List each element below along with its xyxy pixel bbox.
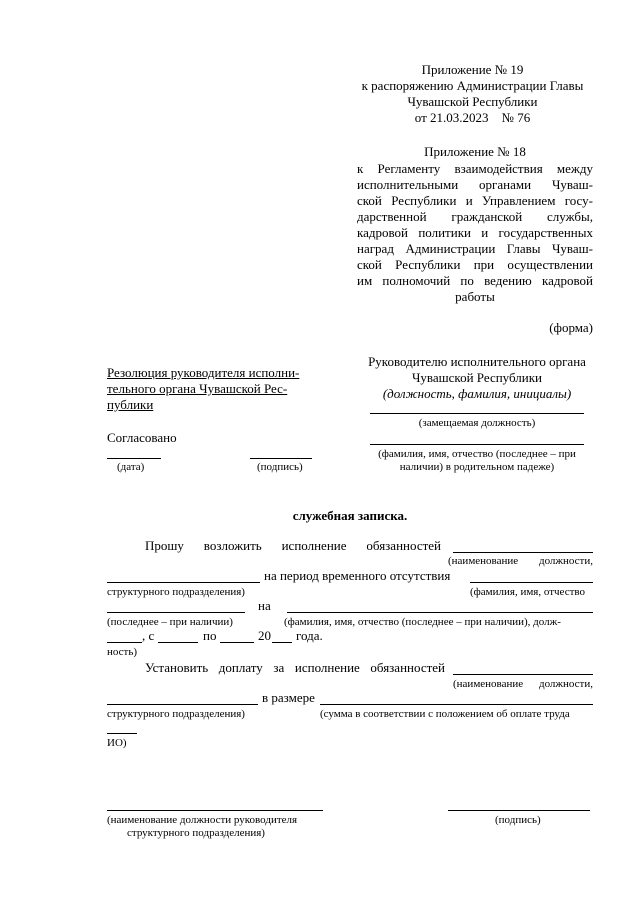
lastname-hint: (последнее – при наличии) <box>107 616 233 628</box>
appendix-18-line: кадровой политики и государственных <box>357 225 593 240</box>
appendix-18-line: наград Администрации Главы Чуваш- <box>357 241 593 256</box>
appendix-18-line: им полномочий по ведению кадровой <box>357 273 593 288</box>
appendix-18-block <box>357 144 593 305</box>
resolution-line: Резолюция руководителя исполни- <box>107 365 300 380</box>
appendix-19-title: Приложение № 19 <box>421 62 524 77</box>
appendix-18-line: дарственной гражданской службы, <box>357 209 593 224</box>
head-signature-label: (подпись) <box>495 814 541 826</box>
word: обязанностей <box>366 538 441 553</box>
head-position-line <box>107 810 323 811</box>
addressee-line: Руководителю исполнительного органа <box>368 354 586 369</box>
form-label: (форма) <box>549 320 593 335</box>
addressee-hint: (должность, фамилия, инициалы) <box>382 386 572 401</box>
appendix-18-line: работы <box>455 289 495 304</box>
addressee-line: Чувашской Республики <box>411 370 543 385</box>
word: обязанностей <box>370 660 445 675</box>
unit2-hint: структурного подразделения) <box>107 708 245 720</box>
fio-input-line <box>470 582 593 583</box>
word: исполнение <box>294 660 360 675</box>
year-input-line <box>272 642 292 643</box>
na-text: на <box>258 598 271 613</box>
word: Установить <box>145 660 209 675</box>
date-label: (дата) <box>117 461 145 473</box>
allowance-paragraph <box>145 660 445 676</box>
addressee-block <box>352 354 602 402</box>
word: Прошу <box>145 538 184 553</box>
resolution-line: публики <box>107 397 154 412</box>
amount-text: в размере <box>262 690 315 705</box>
io-hint: ИО) <box>107 737 127 749</box>
fio-label-line: (фамилия, имя, отчество (последнее – при <box>378 448 576 460</box>
unit-hint: структурного подразделения) <box>107 586 245 598</box>
fio-label-line: наличии) в родительном падеже) <box>399 461 555 473</box>
date-end-text: года. <box>296 628 323 643</box>
amount-input-line <box>320 704 593 705</box>
date-to-line <box>220 642 254 643</box>
short-line <box>107 733 137 734</box>
date-20-text: 20 <box>258 628 271 643</box>
date-s-text: , с <box>142 628 155 643</box>
head-position-label-line: (наименование должности руководителя <box>107 814 298 826</box>
appendix-18-line: ской Республики и Управлением госу- <box>357 193 593 208</box>
request-paragraph <box>145 538 441 554</box>
sum-hint: (сумма в соответствии с положением об оплате труда <box>320 708 570 720</box>
period-text: на период временного отсутствия <box>264 568 451 583</box>
head-signature-line <box>448 810 590 811</box>
appendix-18-line: исполнительными органами Чуваш- <box>357 177 593 192</box>
replacement-input-line <box>287 612 593 613</box>
fio-label <box>352 448 602 474</box>
date-po-text: по <box>203 628 217 643</box>
fio-line <box>370 444 584 445</box>
position-hint: (наименование должности, <box>448 555 593 567</box>
unit-input-line <box>107 582 260 583</box>
appendix-18-line: к Регламенту взаимодействия между <box>357 161 593 176</box>
head-position-label <box>107 814 327 840</box>
position2-input-line <box>453 674 593 675</box>
lastname-input-line <box>107 612 245 613</box>
date-input-line <box>107 642 142 643</box>
signature-label: (подпись) <box>257 461 303 473</box>
signature-line <box>250 458 312 459</box>
appendix-19-date: от 21.03.2023 № 76 <box>414 110 531 125</box>
agreed-label: Согласовано <box>107 430 177 445</box>
appendix-19-line: Чувашской Республики <box>407 94 538 109</box>
fio2-hint: (фамилия, имя, отчество (последнее – при наличии), долж- <box>284 616 561 628</box>
word: исполнение <box>281 538 347 553</box>
head-position-label-line: структурного подразделения) <box>127 827 265 839</box>
position-line <box>370 413 584 414</box>
appendix-18-title: Приложение № 18 <box>424 144 526 159</box>
resolution-block <box>107 365 317 413</box>
word: за <box>273 660 285 675</box>
word: возложить <box>203 538 262 553</box>
position2-hint: (наименование должности, <box>453 678 593 690</box>
position-input-line <box>453 552 593 553</box>
word: доплату <box>218 660 263 675</box>
document-title: служебная записка. <box>292 508 408 523</box>
appendix-19-line: к распоряжению Администрации Главы <box>361 78 584 93</box>
position-label: (замещаемая должность) <box>418 417 536 429</box>
resolution-line: тельного органа Чувашской Рес- <box>107 381 288 396</box>
date-line <box>107 458 161 459</box>
unit2-input-line <box>107 704 258 705</box>
fio-hint: (фамилия, имя, отчество <box>470 586 586 598</box>
date-from-line <box>158 642 198 643</box>
appendix-18-line: ской Республики при осуществлении <box>357 257 593 272</box>
nost-hint: ность) <box>107 646 138 658</box>
appendix-19-block <box>340 62 605 126</box>
